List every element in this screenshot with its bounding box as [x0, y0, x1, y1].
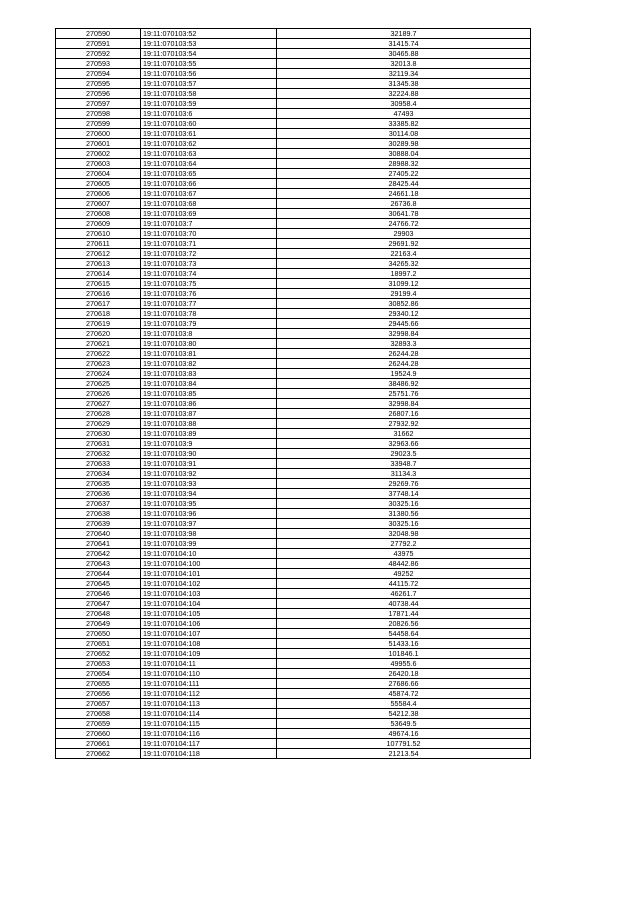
table-row: [56, 429, 531, 439]
value-cell: 30325.16: [277, 519, 531, 529]
table-row: [56, 449, 531, 459]
cadastral-number-cell: 19:11:070103:58: [141, 89, 277, 99]
row-id-cell: 270626: [56, 389, 141, 399]
row-id-cell: 270643: [56, 559, 141, 569]
value-cell: 32189.7: [277, 29, 531, 39]
table-row: [56, 29, 531, 39]
value-cell: 40738.44: [277, 599, 531, 609]
table-row: [56, 279, 531, 289]
value-cell: 27932.92: [277, 419, 531, 429]
cadastral-number-cell: 19:11:070103:53: [141, 39, 277, 49]
cadastral-number-cell: 19:11:070103:7: [141, 219, 277, 229]
row-id-cell: 270642: [56, 549, 141, 559]
value-cell: 31099.12: [277, 279, 531, 289]
row-id-cell: 270605: [56, 179, 141, 189]
cadastral-number-cell: 19:11:070103:76: [141, 289, 277, 299]
value-cell: 45874.72: [277, 689, 531, 699]
table-row: [56, 339, 531, 349]
table-row: [56, 469, 531, 479]
value-cell: 20826.56: [277, 619, 531, 629]
table-row: [56, 199, 531, 209]
value-cell: 26244.28: [277, 349, 531, 359]
row-id-cell: 270612: [56, 249, 141, 259]
table-row: [56, 539, 531, 549]
cadastral-number-cell: 19:11:070103:64: [141, 159, 277, 169]
cadastral-number-cell: 19:11:070103:97: [141, 519, 277, 529]
row-id-cell: 270632: [56, 449, 141, 459]
value-cell: 26807.16: [277, 409, 531, 419]
row-id-cell: 270623: [56, 359, 141, 369]
table-row: [56, 39, 531, 49]
cadastral-number-cell: 19:11:070103:92: [141, 469, 277, 479]
table-row: [56, 169, 531, 179]
value-cell: 32963.66: [277, 439, 531, 449]
row-id-cell: 270597: [56, 99, 141, 109]
value-cell: 30465.88: [277, 49, 531, 59]
row-id-cell: 270624: [56, 369, 141, 379]
cadastral-number-cell: 19:11:070103:8: [141, 329, 277, 339]
row-id-cell: 270603: [56, 159, 141, 169]
table-row: [56, 579, 531, 589]
row-id-cell: 270600: [56, 129, 141, 139]
table-row: [56, 459, 531, 469]
table-row: [56, 249, 531, 259]
value-cell: 30114.08: [277, 129, 531, 139]
value-cell: 29023.5: [277, 449, 531, 459]
cadastral-number-cell: 19:11:070103:65: [141, 169, 277, 179]
cadastral-number-cell: 19:11:070103:59: [141, 99, 277, 109]
cadastral-number-cell: 19:11:070104:117: [141, 739, 277, 749]
table-row: [56, 79, 531, 89]
cadastral-number-cell: 19:11:070103:71: [141, 239, 277, 249]
table-row: [56, 679, 531, 689]
row-id-cell: 270652: [56, 649, 141, 659]
table-row: [56, 709, 531, 719]
value-cell: 26736.8: [277, 199, 531, 209]
row-id-cell: 270614: [56, 269, 141, 279]
row-id-cell: 270649: [56, 619, 141, 629]
row-id-cell: 270639: [56, 519, 141, 529]
cadastral-number-cell: 19:11:070103:63: [141, 149, 277, 159]
value-cell: 32048.98: [277, 529, 531, 539]
row-id-cell: 270613: [56, 259, 141, 269]
row-id-cell: 270617: [56, 299, 141, 309]
row-id-cell: 270634: [56, 469, 141, 479]
table-row: [56, 189, 531, 199]
table-row: [56, 509, 531, 519]
value-cell: 48442.86: [277, 559, 531, 569]
value-cell: 27686.66: [277, 679, 531, 689]
value-cell: 30852.86: [277, 299, 531, 309]
cadastral-number-cell: 19:11:070103:96: [141, 509, 277, 519]
row-id-cell: 270616: [56, 289, 141, 299]
row-id-cell: 270619: [56, 319, 141, 329]
table-row: [56, 649, 531, 659]
table-row: [56, 629, 531, 639]
table-row: [56, 399, 531, 409]
value-cell: 54458.64: [277, 629, 531, 639]
table-row: [56, 499, 531, 509]
table-row: [56, 209, 531, 219]
value-cell: 29903: [277, 229, 531, 239]
cadastral-number-cell: 19:11:070103:70: [141, 229, 277, 239]
row-id-cell: 270647: [56, 599, 141, 609]
table-row: [56, 699, 531, 709]
cadastral-number-cell: 19:11:070104:111: [141, 679, 277, 689]
value-cell: 25751.76: [277, 389, 531, 399]
cadastral-number-cell: 19:11:070103:98: [141, 529, 277, 539]
row-id-cell: 270601: [56, 139, 141, 149]
value-cell: 107791.52: [277, 739, 531, 749]
value-cell: 44115.72: [277, 579, 531, 589]
row-id-cell: 270651: [56, 639, 141, 649]
row-id-cell: 270606: [56, 189, 141, 199]
value-cell: 26420.18: [277, 669, 531, 679]
table-row: [56, 739, 531, 749]
cadastral-number-cell: 19:11:070104:100: [141, 559, 277, 569]
row-id-cell: 270622: [56, 349, 141, 359]
table-row: [56, 359, 531, 369]
cadastral-number-cell: 19:11:070103:89: [141, 429, 277, 439]
table-row: [56, 589, 531, 599]
cadastral-number-cell: 19:11:070103:55: [141, 59, 277, 69]
cadastral-number-cell: 19:11:070103:94: [141, 489, 277, 499]
row-id-cell: 270653: [56, 659, 141, 669]
row-id-cell: 270590: [56, 29, 141, 39]
value-cell: 30325.16: [277, 499, 531, 509]
value-cell: 24766.72: [277, 219, 531, 229]
table-body: [56, 29, 531, 759]
value-cell: 27405.22: [277, 169, 531, 179]
value-cell: 29445.66: [277, 319, 531, 329]
cadastral-number-cell: 19:11:070104:116: [141, 729, 277, 739]
row-id-cell: 270662: [56, 749, 141, 759]
value-cell: 30289.98: [277, 139, 531, 149]
table-row: [56, 89, 531, 99]
value-cell: 32224.88: [277, 89, 531, 99]
row-id-cell: 270636: [56, 489, 141, 499]
table-row: [56, 229, 531, 239]
table-row: [56, 309, 531, 319]
row-id-cell: 270629: [56, 419, 141, 429]
value-cell: 51433.16: [277, 639, 531, 649]
table-row: [56, 349, 531, 359]
value-cell: 54212.38: [277, 709, 531, 719]
table-row: [56, 409, 531, 419]
cadastral-number-cell: 19:11:070103:52: [141, 29, 277, 39]
table-row: [56, 599, 531, 609]
cadastral-number-cell: 19:11:070103:79: [141, 319, 277, 329]
row-id-cell: 270640: [56, 529, 141, 539]
table-row: [56, 569, 531, 579]
row-id-cell: 270604: [56, 169, 141, 179]
value-cell: 17871.44: [277, 609, 531, 619]
row-id-cell: 270599: [56, 119, 141, 129]
row-id-cell: 270602: [56, 149, 141, 159]
row-id-cell: 270630: [56, 429, 141, 439]
table-row: [56, 119, 531, 129]
cadastral-number-cell: 19:11:070103:66: [141, 179, 277, 189]
table-row: [56, 619, 531, 629]
cadastral-number-cell: 19:11:070103:61: [141, 129, 277, 139]
value-cell: 38486.92: [277, 379, 531, 389]
value-cell: 29691.92: [277, 239, 531, 249]
row-id-cell: 270646: [56, 589, 141, 599]
cadastral-number-cell: 19:11:070104:110: [141, 669, 277, 679]
value-cell: 29340.12: [277, 309, 531, 319]
table-row: [56, 109, 531, 119]
cadastral-number-cell: 19:11:070104:107: [141, 629, 277, 639]
row-id-cell: 270660: [56, 729, 141, 739]
value-cell: 47493: [277, 109, 531, 119]
cadastral-number-cell: 19:11:070103:86: [141, 399, 277, 409]
row-id-cell: 270607: [56, 199, 141, 209]
value-cell: 31380.56: [277, 509, 531, 519]
row-id-cell: 270608: [56, 209, 141, 219]
value-cell: 30888.04: [277, 149, 531, 159]
cadastral-number-cell: 19:11:070103:85: [141, 389, 277, 399]
row-id-cell: 270611: [56, 239, 141, 249]
table-row: [56, 69, 531, 79]
value-cell: 32998.84: [277, 329, 531, 339]
cadastral-number-cell: 19:11:070103:77: [141, 299, 277, 309]
row-id-cell: 270657: [56, 699, 141, 709]
value-cell: 28988.32: [277, 159, 531, 169]
row-id-cell: 270648: [56, 609, 141, 619]
cadastral-number-cell: 19:11:070104:103: [141, 589, 277, 599]
value-cell: 31415.74: [277, 39, 531, 49]
table-row: [56, 689, 531, 699]
table-row: [56, 659, 531, 669]
value-cell: 31134.3: [277, 469, 531, 479]
row-id-cell: 270659: [56, 719, 141, 729]
row-id-cell: 270593: [56, 59, 141, 69]
table-row: [56, 719, 531, 729]
table-row: [56, 609, 531, 619]
cadastral-number-cell: 19:11:070104:113: [141, 699, 277, 709]
row-id-cell: 270641: [56, 539, 141, 549]
table-row: [56, 439, 531, 449]
value-cell: 24661.18: [277, 189, 531, 199]
table-row: [56, 379, 531, 389]
value-cell: 31662: [277, 429, 531, 439]
cadastral-number-cell: 19:11:070103:93: [141, 479, 277, 489]
value-cell: 27792.2: [277, 539, 531, 549]
row-id-cell: 270633: [56, 459, 141, 469]
table-row: [56, 149, 531, 159]
table-row: [56, 319, 531, 329]
cadastral-number-cell: 19:11:070103:90: [141, 449, 277, 459]
table-row: [56, 59, 531, 69]
value-cell: 26244.28: [277, 359, 531, 369]
row-id-cell: 270658: [56, 709, 141, 719]
cadastral-number-cell: 19:11:070103:88: [141, 419, 277, 429]
value-cell: 33948.7: [277, 459, 531, 469]
value-cell: 32119.34: [277, 69, 531, 79]
cadastral-number-cell: 19:11:070103:82: [141, 359, 277, 369]
value-cell: 53649.5: [277, 719, 531, 729]
table-row: [56, 159, 531, 169]
table-row: [56, 239, 531, 249]
value-cell: 30641.78: [277, 209, 531, 219]
value-cell: 49252: [277, 569, 531, 579]
cadastral-number-cell: 19:11:070104:102: [141, 579, 277, 589]
row-id-cell: 270615: [56, 279, 141, 289]
value-cell: 30958.4: [277, 99, 531, 109]
value-cell: 101846.1: [277, 649, 531, 659]
row-id-cell: 270645: [56, 579, 141, 589]
table-row: [56, 289, 531, 299]
cadastral-number-cell: 19:11:070103:56: [141, 69, 277, 79]
cadastral-number-cell: 19:11:070103:69: [141, 209, 277, 219]
cadastral-number-cell: 19:11:070104:109: [141, 649, 277, 659]
row-id-cell: 270618: [56, 309, 141, 319]
value-cell: 18997.2: [277, 269, 531, 279]
cadastral-number-cell: 19:11:070104:11: [141, 659, 277, 669]
value-cell: 49955.6: [277, 659, 531, 669]
table-row: [56, 49, 531, 59]
cadastral-number-cell: 19:11:070104:108: [141, 639, 277, 649]
cadastral-number-cell: 19:11:070103:99: [141, 539, 277, 549]
cadastral-number-cell: 19:11:070104:112: [141, 689, 277, 699]
table-row: [56, 419, 531, 429]
cadastral-number-cell: 19:11:070103:73: [141, 259, 277, 269]
cadastral-number-cell: 19:11:070104:10: [141, 549, 277, 559]
cadastral-number-cell: 19:11:070104:101: [141, 569, 277, 579]
table-row: [56, 99, 531, 109]
cadastral-number-cell: 19:11:070104:114: [141, 709, 277, 719]
row-id-cell: 270655: [56, 679, 141, 689]
cadastral-number-cell: 19:11:070103:9: [141, 439, 277, 449]
row-id-cell: 270635: [56, 479, 141, 489]
row-id-cell: 270598: [56, 109, 141, 119]
row-id-cell: 270610: [56, 229, 141, 239]
table-row: [56, 269, 531, 279]
table-row: [56, 299, 531, 309]
cadastral-number-cell: 19:11:070104:104: [141, 599, 277, 609]
cadastral-number-cell: 19:11:070103:83: [141, 369, 277, 379]
row-id-cell: 270644: [56, 569, 141, 579]
table-row: [56, 479, 531, 489]
cadastral-number-cell: 19:11:070103:84: [141, 379, 277, 389]
value-cell: 28425.44: [277, 179, 531, 189]
table-row: [56, 669, 531, 679]
cadastral-number-cell: 19:11:070103:74: [141, 269, 277, 279]
table-row: [56, 559, 531, 569]
cadastral-number-cell: 19:11:070103:91: [141, 459, 277, 469]
table-row: [56, 179, 531, 189]
row-id-cell: 270591: [56, 39, 141, 49]
value-cell: 49674.16: [277, 729, 531, 739]
cadastral-number-cell: 19:11:070104:106: [141, 619, 277, 629]
row-id-cell: 270637: [56, 499, 141, 509]
value-cell: 22163.4: [277, 249, 531, 259]
cadastral-number-cell: 19:11:070104:115: [141, 719, 277, 729]
value-cell: 32893.3: [277, 339, 531, 349]
value-cell: 21213.54: [277, 749, 531, 759]
table-row: [56, 329, 531, 339]
cadastral-number-cell: 19:11:070103:75: [141, 279, 277, 289]
table-row: [56, 129, 531, 139]
row-id-cell: 270631: [56, 439, 141, 449]
row-id-cell: 270609: [56, 219, 141, 229]
table-row: [56, 489, 531, 499]
row-id-cell: 270627: [56, 399, 141, 409]
value-cell: 32013.8: [277, 59, 531, 69]
value-cell: 34265.32: [277, 259, 531, 269]
cadastral-number-cell: 19:11:070103:81: [141, 349, 277, 359]
row-id-cell: 270650: [56, 629, 141, 639]
cadastral-number-cell: 19:11:070104:118: [141, 749, 277, 759]
row-id-cell: 270592: [56, 49, 141, 59]
cadastral-number-cell: 19:11:070103:72: [141, 249, 277, 259]
value-cell: 32998.84: [277, 399, 531, 409]
row-id-cell: 270661: [56, 739, 141, 749]
value-cell: 19524.9: [277, 369, 531, 379]
table-row: [56, 139, 531, 149]
cadastral-number-cell: 19:11:070103:87: [141, 409, 277, 419]
table-row: [56, 749, 531, 759]
table-row: [56, 369, 531, 379]
cadastral-number-cell: 19:11:070103:78: [141, 309, 277, 319]
cadastral-number-cell: 19:11:070103:68: [141, 199, 277, 209]
table-row: [56, 219, 531, 229]
table-row: [56, 519, 531, 529]
cadastral-number-cell: 19:11:070103:95: [141, 499, 277, 509]
row-id-cell: 270654: [56, 669, 141, 679]
row-id-cell: 270625: [56, 379, 141, 389]
value-cell: 37748.14: [277, 489, 531, 499]
table-row: [56, 389, 531, 399]
cadastral-number-cell: 19:11:070103:6: [141, 109, 277, 119]
cadastral-number-cell: 19:11:070104:105: [141, 609, 277, 619]
value-cell: 29269.76: [277, 479, 531, 489]
table-row: [56, 549, 531, 559]
value-cell: 31345.38: [277, 79, 531, 89]
cadastral-number-cell: 19:11:070103:67: [141, 189, 277, 199]
value-cell: 29199.4: [277, 289, 531, 299]
row-id-cell: 270596: [56, 89, 141, 99]
value-cell: 33385.82: [277, 119, 531, 129]
row-id-cell: 270621: [56, 339, 141, 349]
value-cell: 43975: [277, 549, 531, 559]
value-cell: 55584.4: [277, 699, 531, 709]
table-row: [56, 259, 531, 269]
value-cell: 46261.7: [277, 589, 531, 599]
row-id-cell: 270656: [56, 689, 141, 699]
cadastral-number-cell: 19:11:070103:60: [141, 119, 277, 129]
table-row: [56, 729, 531, 739]
table-row: [56, 639, 531, 649]
cadastral-number-cell: 19:11:070103:57: [141, 79, 277, 89]
cadastral-number-cell: 19:11:070103:54: [141, 49, 277, 59]
row-id-cell: 270638: [56, 509, 141, 519]
row-id-cell: 270595: [56, 79, 141, 89]
row-id-cell: 270620: [56, 329, 141, 339]
cadastral-number-cell: 19:11:070103:62: [141, 139, 277, 149]
row-id-cell: 270628: [56, 409, 141, 419]
row-id-cell: 270594: [56, 69, 141, 79]
table-row: [56, 529, 531, 539]
data-table: [55, 28, 531, 759]
cadastral-number-cell: 19:11:070103:80: [141, 339, 277, 349]
